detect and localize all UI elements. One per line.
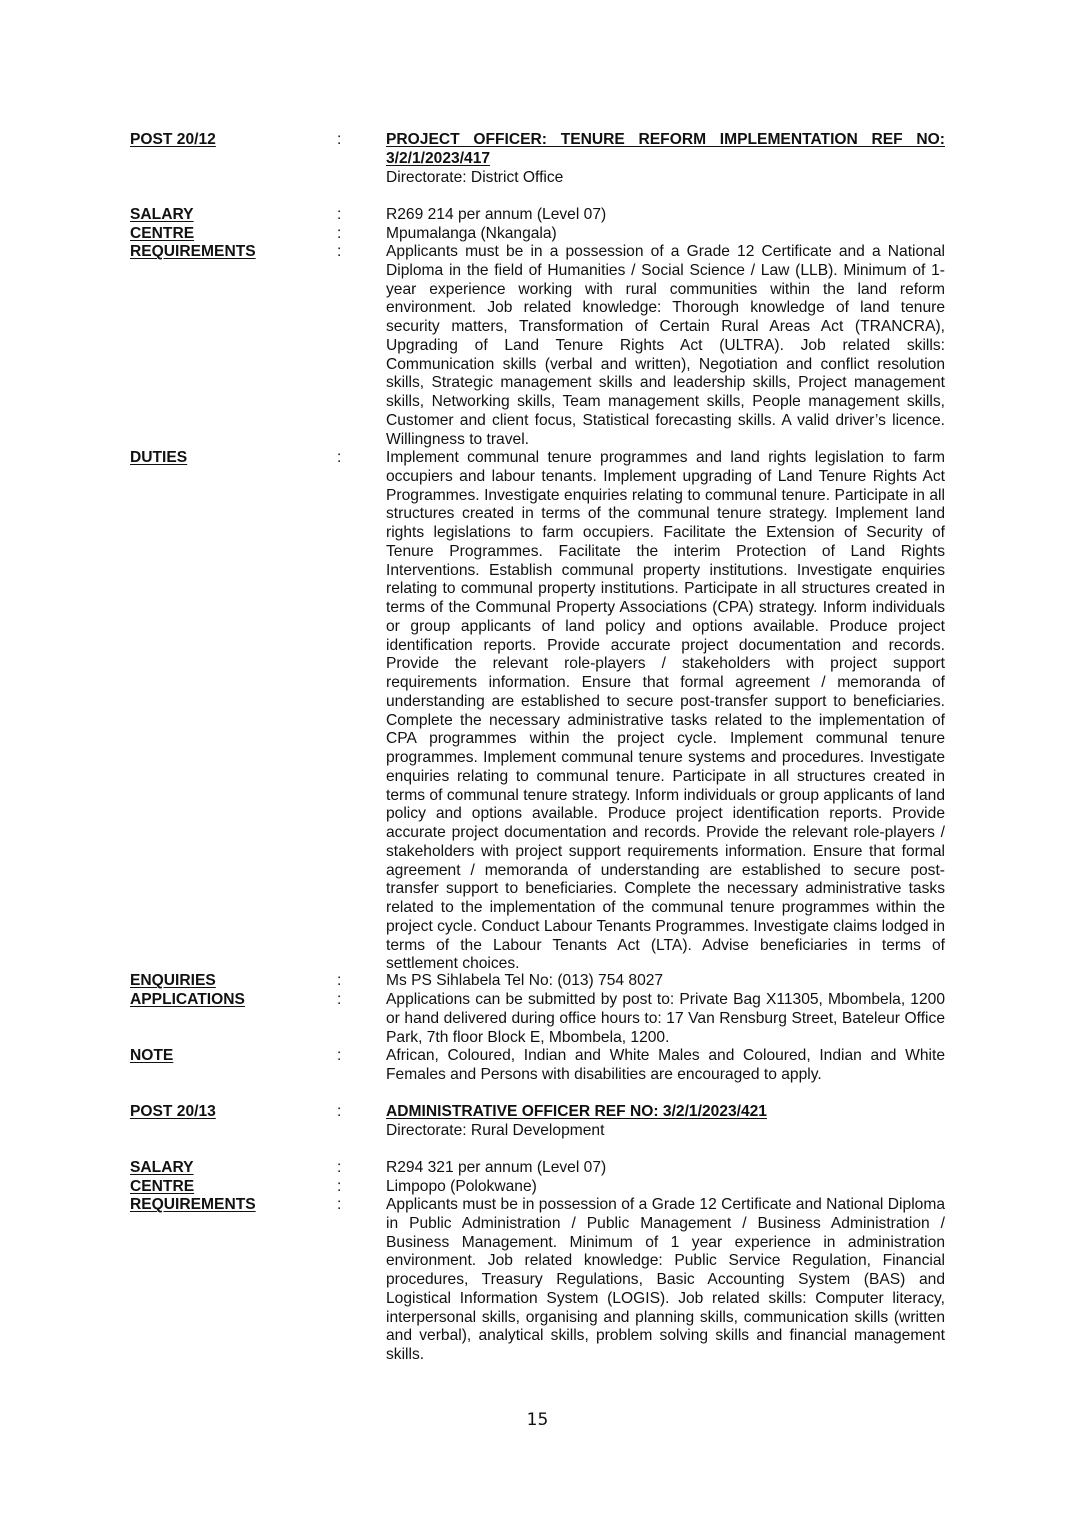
enquiries-label: ENQUIRIES [130,972,216,989]
post-directorate: Directorate: District Office [386,168,564,186]
note-text: African, Coloured, Indian and White Males and Coloured, Indian and White Females and Persons with disabilities are encouraged to apply. [386,1047,945,1083]
colon-separator: : [337,243,342,260]
post-title-block [386,131,945,187]
post-title: ADMINISTRATIVE OFFICER REF NO: 3/2/1/2023/421 [386,1103,767,1120]
post-number-label: POST 20/12 [130,131,216,148]
duties-row [130,449,945,974]
requirements-row [130,243,945,449]
note-row [130,1047,945,1085]
enquiries-value: Ms PS Sihlabela Tel No: (013) 754 8027 [386,972,664,989]
centre-label: CENTRE [130,1178,195,1195]
applications-label: APPLICATIONS [130,991,245,1008]
centre-row [130,225,945,244]
salary-label: SALARY [130,206,194,223]
salary-value: R294 321 per annum (Level 07) [386,1159,607,1176]
note-label: NOTE [130,1047,174,1064]
page-number: 15 [526,1410,549,1430]
salary-row [130,206,945,225]
centre-value: Mpumalanga (Nkangala) [386,225,557,242]
applications-row [130,991,945,1047]
duties-label: DUTIES [130,449,188,466]
colon-separator: : [337,1196,342,1213]
colon-separator: : [337,131,342,148]
salary-value: R269 214 per annum (Level 07) [386,206,607,223]
enquiries-row [130,972,945,991]
post-header-row [130,131,945,187]
colon-separator: : [337,1103,342,1120]
applications-text: Applications can be submitted by post to: Private Bag X11305, Mbombela, 1200 or hand delivered during office hours to: 17 Van Rensburg Street, Bateleur Office Park, 7th floor Block E, Mbombela, 1200. [386,991,945,1046]
post-title-block [386,1103,945,1141]
requirements-row [130,1196,945,1365]
centre-value: Limpopo (Polokwane) [386,1178,537,1195]
requirements-label: REQUIREMENTS [130,243,256,260]
requirements-text: Applicants must be in possession of a Grade 12 Certificate and National Diploma in Public Administration / Public Management / Business Administration / Business Management. Minimum of 1 year experience in administration environment. Job related knowledge: Public Service Regulation, Financial procedures, Treasury Regulations, Basic Accounting System (BAS) and Logistical Information System (LOGIS). Job related skills: Computer literacy, interpersonal skills, organising and planning skills, communication skills (written and verbal), analytical skills, problem solving skills and financial management skills. [386,1196,945,1363]
colon-separator: : [337,449,342,466]
duties-text: Implement communal tenure programmes and land rights legislation to farm occupiers and labour tenants. Implement upgrading of Land Tenure Rights Act Programmes. Investigate enquiries relating to communal tenure. Participate in all structures created in terms of the communal tenure strategy. Implement land rights legislations to farm occupiers. Facilitate the Extension of Security of Tenure Programmes. Facilitate the interim Protection of Land Rights Interventions. Establish communal property institutions. Investigate enquiries relating to communal property institutions. Participate in all structures created in terms of the Communal Property Associations (CPA) strategy. Inform individuals or group applicants of land policy and options available. Produce project identification reports. Provide accurate project documentation and records. Provide the relevant role-players / stakeholders with project support requirements information. Ensure that formal agreement / memoranda of understanding are established to secure post-transfer support to beneficiaries. Complete the necessary administrative tasks related to the implementation of CPA programmes within the project cycle. Implement communal tenure programmes. Implement communal tenure systems and procedures. Investigate enquiries relating to communal tenure. Participate in all structures created in terms of communal tenure strategy. Inform individuals or group applicants of land policy and options available. Produce project identification reports. Provide accurate project documentation and records. Provide the relevant role-players / stakeholders with project support requirements information. Ensure that formal agreement / memoranda of understanding are established to secure post-transfer support to beneficiaries. Complete the necessary administrative tasks related to the implementation of the communal tenure programmes within the project cycle. Conduct Labour Tenants Programmes. Investigate claims lodged in terms of the Labour Tenants Act (LTA). Advise beneficiaries in terms of settlement choices. [386,449,945,973]
centre-row [130,1178,945,1197]
salary-label: SALARY [130,1159,194,1176]
colon-separator: : [337,1047,342,1064]
centre-label: CENTRE [130,225,195,242]
post-title: PROJECT OFFICER: TENURE REFORM IMPLEMENTATION REF NO: 3/2/1/2023/417 [386,131,945,167]
requirements-text: Applicants must be in a possession of a Grade 12 Certificate and a National Diploma in the field of Humanities / Social Science / Law (LLB). Minimum of 1-year experience working with rural communities within the land reform environment. Job related knowledge: Thorough knowledge of land tenure security matters, Transformation of Certain Rural Areas Act (TRANCRA), Upgrading of Land Tenure Rights Act (ULTRA). Job related skills: Communication skills (verbal and written), Negotiation and conflict resolution skills, Strategic management skills and leadership skills, Project management skills, Networking skills, Team management skills, People management skills, Customer and client focus, Statistical forecasting skills. A valid driver’s licence. Willingness to travel. [386,243,945,448]
requirements-label: REQUIREMENTS [130,1196,256,1213]
colon-separator: : [337,1159,342,1176]
post-directorate: Directorate: Rural Development [386,1121,605,1139]
colon-separator: : [337,1178,342,1195]
colon-separator: : [337,206,342,223]
post-number-label: POST 20/13 [130,1103,216,1120]
colon-separator: : [337,972,342,989]
salary-row [130,1159,945,1178]
colon-separator: : [337,991,342,1008]
colon-separator: : [337,225,342,242]
post-header-row [130,1103,945,1141]
